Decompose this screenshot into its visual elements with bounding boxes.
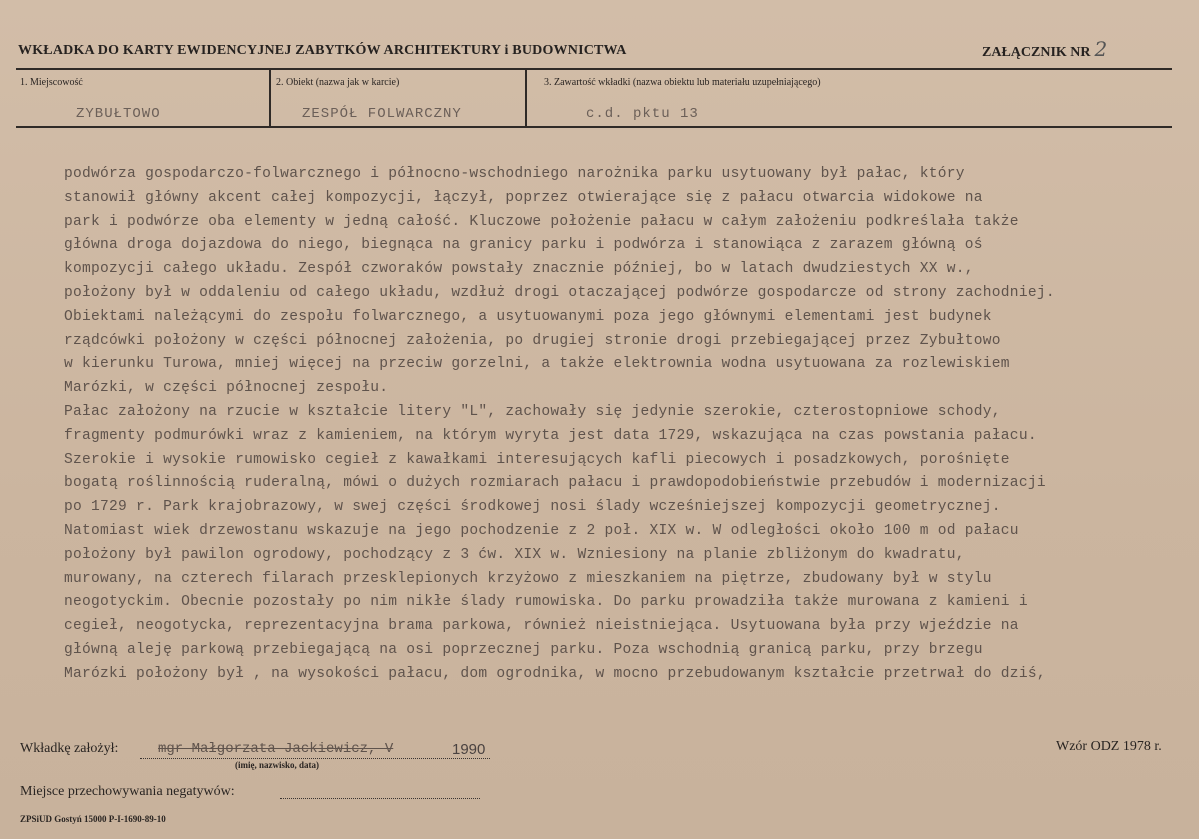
founder-year: 1990: [452, 741, 486, 758]
object-label: 2. Obiekt (nazwa jak w karcie): [276, 77, 400, 88]
printer-imprint: ZPSiUD Gostyń 15000 P-I-1690-89-10: [20, 814, 166, 824]
annex-label: ZAŁĄCZNIK NR: [982, 45, 1091, 60]
founder-value: mgr Małgorzata Jackiewicz, V: [158, 741, 394, 757]
location-value: ZYBUŁTOWO: [76, 106, 161, 122]
text-line: położony był w oddaleniu od całego układu, wzdłuż drogi otaczającej podwórze gospodarcze od strony zachodniej.: [64, 284, 1055, 301]
text-line: podwórza gospodarczo-folwarcznego i północno-wschodniego narożnika parku usytuowany był pałac, który: [64, 166, 965, 182]
text-line: główna droga dojazdowa do niego, biegnąca na granicy parku i podwórza i stanowiąca z zarazem główną oś: [64, 237, 983, 254]
text-line: stanowił główny akcent całej kompozycji, łączył, poprzez otwierające się z pałacu otwarcia widokowe na: [64, 189, 983, 206]
text-line: główną aleję parkową przebiegającą na osi poprzecznej parku. Poza wschodnią granicą parku, przy brzegu: [64, 641, 983, 658]
location-label: 1. Miejscowość: [20, 77, 83, 88]
text-line: murowany, na czterech filarach przesklepionych krzyżowo z mieszkaniem na piętrze, zbudowany był w stylu: [64, 570, 992, 587]
form-model: Wzór ODZ 1978 r.: [1056, 739, 1162, 754]
founder-label: Wkładkę założył:: [20, 741, 119, 756]
text-line: Marózki położony był , na wysokości pałacu, dom ogrodnika, w mocno przebudowanym kształcie przetrwał do dziś,: [64, 665, 1046, 682]
founder-caption: (imię, nazwisko, data): [235, 760, 319, 770]
text-line: cegieł, neogotycka, reprezentacyjna brama parkowa, również nieistniejąca. Usytuowana była przy wjeździe na: [64, 618, 1019, 635]
text-line: bogatą roślinnością ruderalną, mówi o dużych rozmiarach pałacu i prawdopodobieństwie przebudów i modernizacji: [64, 475, 1046, 492]
form-title: WKŁADKA DO KARTY EWIDENCYJNEJ ZABYTKÓW ARCHITEKTURY i BUDOWNICTWA: [18, 43, 627, 58]
text-line: Marózki, w części północnej zespołu.: [64, 380, 389, 397]
fields-bottom-rule: [16, 126, 1172, 128]
text-line: fragmenty podmurówki wraz z kamieniem, na którym wyryta jest data 1729, wskazująca na czas powstania pałacu.: [64, 427, 1037, 444]
annex-handwritten-number: 2: [1094, 37, 1108, 61]
content-label: 3. Zawartość wkładki (nazwa obiektu lub materiału uzupełniającego): [544, 77, 821, 88]
object-value: ZESPÓŁ FOLWARCZNY: [302, 106, 462, 122]
founder-dotted-line: [140, 758, 490, 759]
text-line: położony był pawilon ogrodowy, pochodzący z 3 ćw. XIX w. Wzniesiony na planie zbliżonym do kwadratu,: [64, 546, 965, 563]
text-line: rządcówki położony w części północnej założenia, po drugiej stronie drogi przebiegającej przez Zybułtowo: [64, 332, 1001, 349]
text-line: w kierunku Turowa, mniej więcej na przeciw gorzelni, a także elektrownia wodna usytuowana za rozlewiskiem: [64, 356, 1010, 373]
top-rule: [16, 68, 1172, 70]
text-line: Szerokie i wysokie rumowisko cegieł z kawałkami interesujących kafli piecowych i posadzkowych, porośnięte: [64, 451, 1010, 468]
field-divider-1: [269, 70, 271, 126]
negatives-dotted-line: [280, 798, 480, 799]
text-line: po 1729 r. Park krajobrazowy, w swej części środkowej nosi ślady wcześniejszej kompozycji geometrycznej.: [64, 499, 1001, 516]
text-line: Natomiast wiek drzewostanu wskazuje na jego pochodzenie z 2 poł. XIX w. W odległości około 100 m od pałacu: [64, 522, 1019, 539]
text-line: park i podwórze oba elementy w jedną całość. Kluczowe położenie pałacu w całym założeniu podkreślała także: [64, 213, 1019, 230]
annex-number: [982, 37, 1107, 61]
text-line: Pałac założony na rzucie w kształcie litery "L", zachowały się jedynie szerokie, czterostopniowe schody,: [64, 403, 1001, 420]
negatives-label: Miejsce przechowywania negatywów:: [20, 784, 235, 799]
text-line: kompozycji całego układu. Zespół czworaków powstały znacznie później, bo w latach dwudziestych XX w.,: [64, 261, 974, 278]
content-value: c.d. pktu 13: [586, 106, 699, 122]
text-line: neogotyckim. Obecnie pozostały po nim nikłe ślady rumowiska. Do parku prowadziła także murowana z kamieni i: [64, 594, 1028, 611]
text-line: Obiektami należącymi do zespołu folwarcznego, a usytuowanymi poza jego głównymi elementami jest budynek: [64, 308, 992, 325]
typed-description: [64, 163, 1174, 687]
field-divider-2: [525, 70, 527, 126]
